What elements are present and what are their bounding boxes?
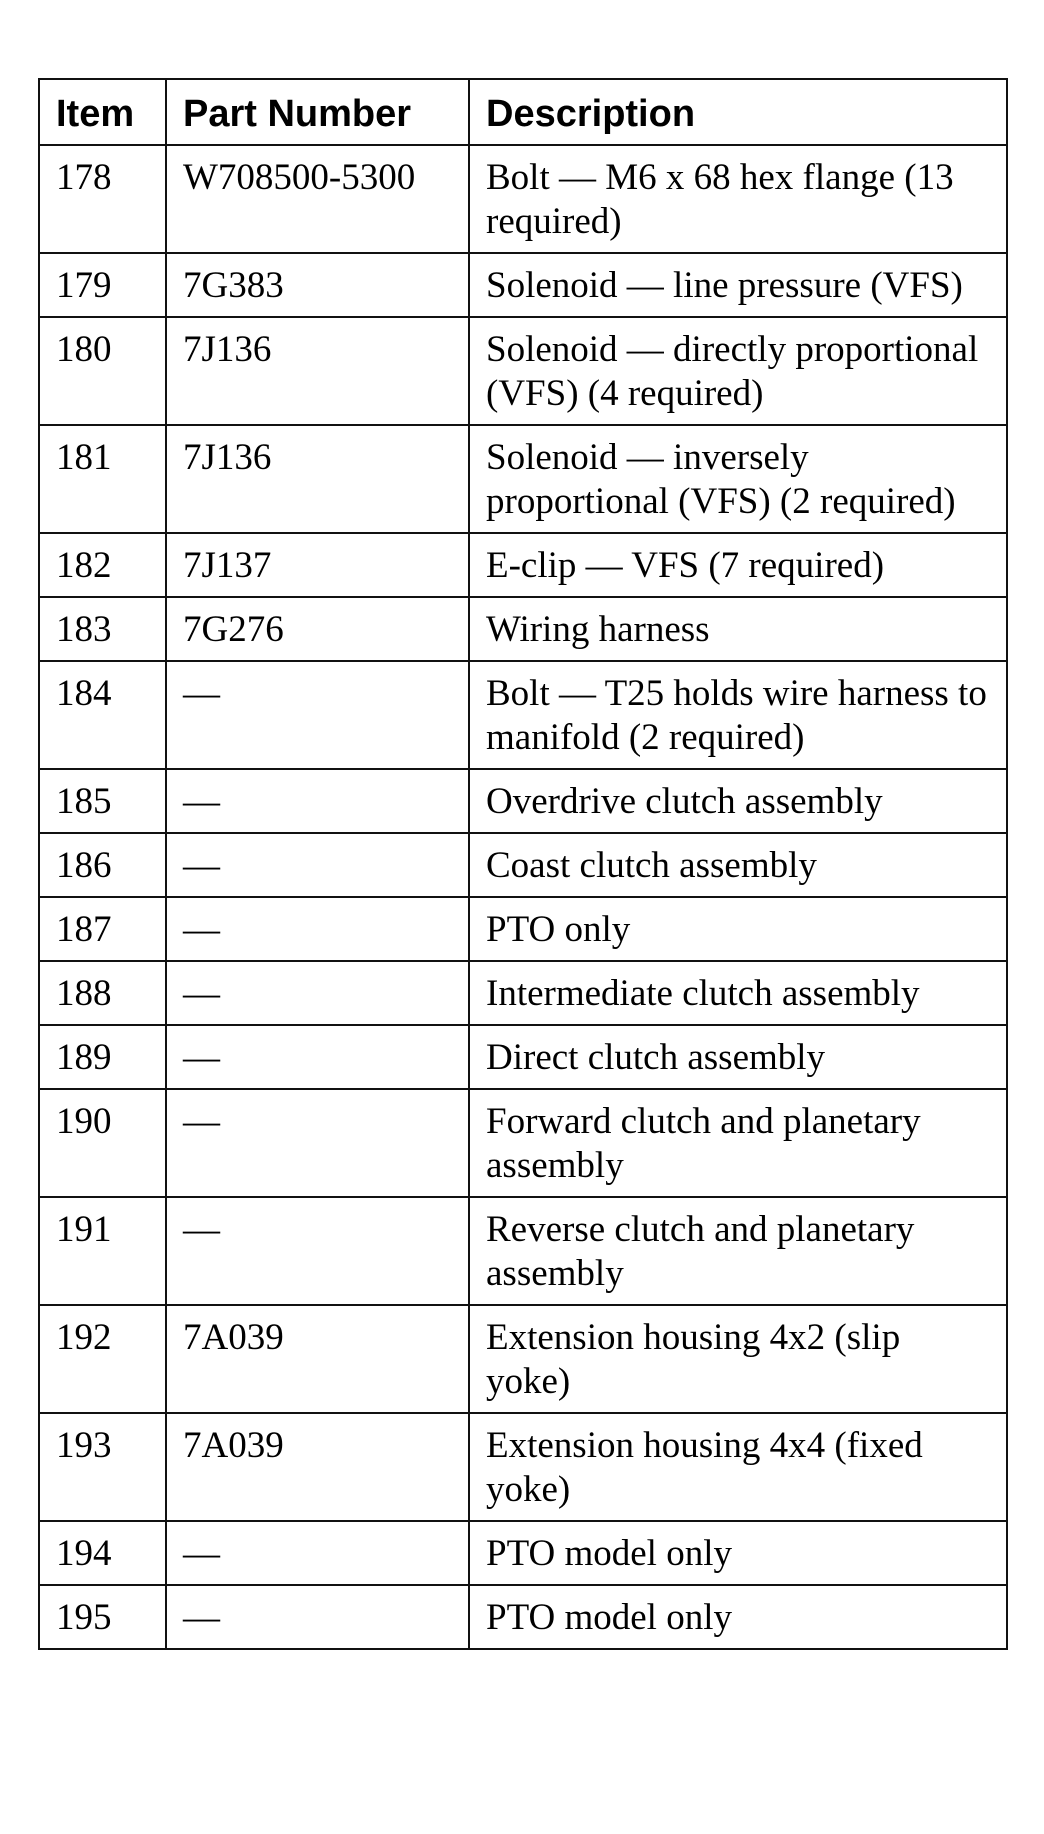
table-row	[39, 533, 1007, 597]
cell-part-number: —	[166, 769, 469, 833]
cell-item: 185	[39, 769, 166, 833]
cell-item: 195	[39, 1585, 166, 1649]
table-row	[39, 597, 1007, 661]
table-row	[39, 1197, 1007, 1305]
header-description: Description	[469, 79, 1007, 145]
table-row	[39, 769, 1007, 833]
table-header	[39, 79, 1007, 145]
cell-description: Solenoid — inversely proportional (VFS) (2 required)	[469, 425, 1007, 533]
cell-description: Intermediate clutch assembly	[469, 961, 1007, 1025]
table-row	[39, 661, 1007, 769]
cell-part-number: —	[166, 961, 469, 1025]
table-row	[39, 1025, 1007, 1089]
cell-description: Wiring harness	[469, 597, 1007, 661]
cell-description: PTO only	[469, 897, 1007, 961]
cell-description: Solenoid — line pressure (VFS)	[469, 253, 1007, 317]
cell-part-number: 7J136	[166, 425, 469, 533]
cell-item: 183	[39, 597, 166, 661]
cell-item: 192	[39, 1305, 166, 1413]
cell-description: PTO model only	[469, 1521, 1007, 1585]
cell-part-number: 7A039	[166, 1413, 469, 1521]
cell-part-number: —	[166, 1025, 469, 1089]
cell-description: Extension housing 4x4 (fixed yoke)	[469, 1413, 1007, 1521]
table-row	[39, 961, 1007, 1025]
cell-description: Direct clutch assembly	[469, 1025, 1007, 1089]
header-item: Item	[39, 79, 166, 145]
cell-description: Solenoid — directly proportional (VFS) (4 required)	[469, 317, 1007, 425]
cell-item: 194	[39, 1521, 166, 1585]
cell-description: E-clip — VFS (7 required)	[469, 533, 1007, 597]
cell-description: Reverse clutch and planetary assembly	[469, 1197, 1007, 1305]
cell-item: 179	[39, 253, 166, 317]
table-row	[39, 425, 1007, 533]
table-row	[39, 145, 1007, 253]
cell-item: 182	[39, 533, 166, 597]
cell-item: 180	[39, 317, 166, 425]
table-row	[39, 253, 1007, 317]
table-row	[39, 897, 1007, 961]
cell-part-number: 7G276	[166, 597, 469, 661]
cell-item: 190	[39, 1089, 166, 1197]
cell-part-number: —	[166, 897, 469, 961]
cell-item: 191	[39, 1197, 166, 1305]
cell-item: 193	[39, 1413, 166, 1521]
cell-part-number: W708500-5300	[166, 145, 469, 253]
table-row	[39, 1521, 1007, 1585]
cell-part-number: 7G383	[166, 253, 469, 317]
header-part-number: Part Number	[166, 79, 469, 145]
cell-item: 189	[39, 1025, 166, 1089]
cell-part-number: 7J136	[166, 317, 469, 425]
cell-item: 181	[39, 425, 166, 533]
cell-part-number: —	[166, 1197, 469, 1305]
cell-item: 186	[39, 833, 166, 897]
cell-part-number: —	[166, 1089, 469, 1197]
cell-description: PTO model only	[469, 1585, 1007, 1649]
cell-part-number: —	[166, 833, 469, 897]
cell-description: Bolt — T25 holds wire harness to manifold (2 required)	[469, 661, 1007, 769]
table-row	[39, 833, 1007, 897]
cell-item: 178	[39, 145, 166, 253]
cell-item: 184	[39, 661, 166, 769]
header-row	[39, 79, 1007, 145]
table-body	[39, 145, 1007, 1649]
cell-item: 188	[39, 961, 166, 1025]
table-row	[39, 1305, 1007, 1413]
cell-part-number: —	[166, 1585, 469, 1649]
cell-part-number: 7J137	[166, 533, 469, 597]
cell-part-number: —	[166, 661, 469, 769]
table-row	[39, 1089, 1007, 1197]
table-row	[39, 317, 1007, 425]
cell-description: Extension housing 4x2 (slip yoke)	[469, 1305, 1007, 1413]
cell-description: Overdrive clutch assembly	[469, 769, 1007, 833]
table-row	[39, 1585, 1007, 1649]
parts-table	[38, 78, 1008, 1650]
cell-part-number: 7A039	[166, 1305, 469, 1413]
cell-description: Bolt — M6 x 68 hex flange (13 required)	[469, 145, 1007, 253]
table-row	[39, 1413, 1007, 1521]
cell-description: Forward clutch and planetary assembly	[469, 1089, 1007, 1197]
cell-part-number: —	[166, 1521, 469, 1585]
cell-description: Coast clutch assembly	[469, 833, 1007, 897]
cell-item: 187	[39, 897, 166, 961]
